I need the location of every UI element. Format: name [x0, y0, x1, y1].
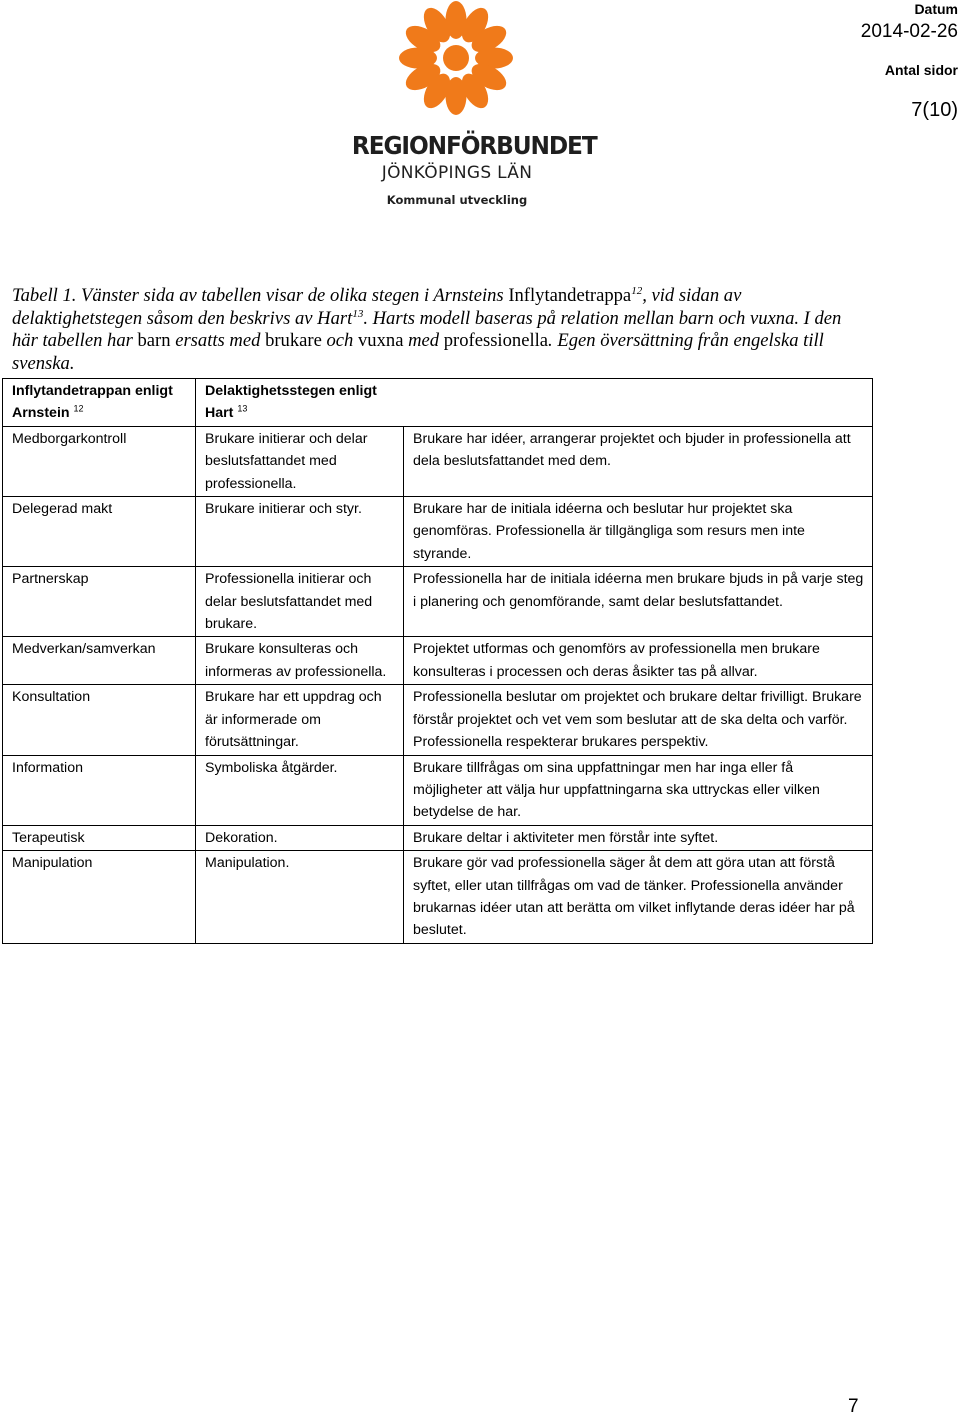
table-caption: Tabell 1. Vänster sida av tabellen visar de olika stegen i Arnsteins Inflytandetrappa$^{12}$, vid sidan av delaktighetstegen såsom den beskrivs av Hart$^{13}$. Harts modell baseras på relation mellan barn och vuxna. I den här tabellen har barn ersatts med brukare och vuxna med professionella. Egen översättning från engelska till svenska.	[12, 284, 842, 374]
logo-tagline: Kommunal utveckling	[386, 193, 528, 207]
table-row	[3, 426, 873, 496]
page-number: 7	[848, 1396, 859, 1417]
column-header-arnstein: Inflytandetrappan enligt Arnstein $^{12}$	[3, 379, 196, 427]
arnstein-cell: Partnerskap	[3, 567, 196, 637]
logo-subtitle: JÖNKÖPINGS LÄN	[381, 163, 533, 183]
regionforbundet-logo	[340, 0, 597, 212]
hart-cell: Dekoration.	[196, 825, 404, 850]
footnote-ref: 12	[631, 284, 643, 297]
table-row	[3, 825, 873, 850]
table-row	[3, 497, 873, 567]
logo-title: REGIONFÖRBUNDET	[351, 131, 597, 160]
participation-table	[2, 378, 873, 944]
caption-term: vuxna	[358, 330, 404, 351]
arnstein-cell: Medverkan/samverkan	[3, 637, 196, 685]
hart-cell: Brukare initierar och delar beslutsfattandet med professionella.	[196, 426, 404, 496]
table-row	[3, 851, 873, 944]
table-header-row	[3, 379, 873, 427]
arnstein-cell: Terapeutisk	[3, 825, 196, 850]
datum-label: Datum	[914, 1, 958, 17]
description-cell: Professionella har de initiala idéerna men brukare bjuds in på varje steg i planering och genomförande, samt delar beslutsfattandet.	[404, 567, 873, 637]
arnstein-cell: Information	[3, 755, 196, 825]
column-header-empty	[404, 379, 873, 427]
antal-sidor-label: Antal sidor	[884, 62, 958, 78]
table-row	[3, 567, 873, 637]
description-cell: Brukare tillfrågas om sina uppfattningar men har inga eller få möjligheter att välja hur uppfattningarna ska uttryckas eller vilken betydelse de har.	[404, 755, 873, 825]
footnote-ref: 13	[352, 307, 364, 320]
caption-term: barn	[137, 330, 171, 351]
arnstein-cell: Medborgarkontroll	[3, 426, 196, 496]
arnstein-cell: Delegerad makt	[3, 497, 196, 567]
column-header-hart: Delaktighetsstegen enligt Hart $^{13}$	[196, 379, 404, 427]
description-cell: Brukare gör vad professionella säger åt dem att göra utan att förstå syftet, eller utan tillfrågas om vad de tänker. Professionella använder brukarnas idéer utan att berätta om vilket inflytande deras idéer har på beslutet.	[404, 851, 873, 944]
hart-cell: Symboliska åtgärder.	[196, 755, 404, 825]
description-cell: Projektet utformas och genomförs av professionella men brukare konsulteras i processen och deras åsikter tas på allvar.	[404, 637, 873, 685]
hart-cell: Brukare initierar och styr.	[196, 497, 404, 567]
hart-cell: Brukare har ett uppdrag och är informerade om förutsättningar.	[196, 685, 404, 755]
caption-term: professionella	[443, 330, 549, 351]
table-row	[3, 685, 873, 755]
table-row	[3, 637, 873, 685]
hart-cell: Brukare konsulteras och informeras av professionella.	[196, 637, 404, 685]
arnstein-cell: Konsultation	[3, 685, 196, 755]
hart-cell: Manipulation.	[196, 851, 404, 944]
flower-logo-icon	[398, 0, 514, 116]
description-cell: Professionella beslutar om projektet och brukare deltar frivilligt. Brukare förstår projektet och vet vem som beslutar att de ska delta och varför. Professionella respekterar brukares perspektiv.	[404, 685, 873, 755]
caption-term: brukare	[265, 330, 322, 351]
page-count: 7(10)	[911, 99, 958, 121]
description-cell: Brukare deltar i aktiviteter men förstår inte syftet.	[404, 825, 873, 850]
flower-center	[443, 45, 469, 71]
caption-term: Inflytandetrappa	[508, 285, 632, 306]
table-row	[3, 755, 873, 825]
description-cell: Brukare har de initiala idéerna och beslutar hur projektet ska genomföras. Professionella är tillgängliga som resurs men inte styrande.	[404, 497, 873, 567]
description-cell: Brukare har idéer, arrangerar projektet och bjuder in professionella att dela beslutsfattandet med dem.	[404, 426, 873, 496]
hart-cell: Professionella initierar och delar beslutsfattandet med brukare.	[196, 567, 404, 637]
arnstein-cell: Manipulation	[3, 851, 196, 944]
datum-value: 2014-02-26	[860, 21, 958, 42]
